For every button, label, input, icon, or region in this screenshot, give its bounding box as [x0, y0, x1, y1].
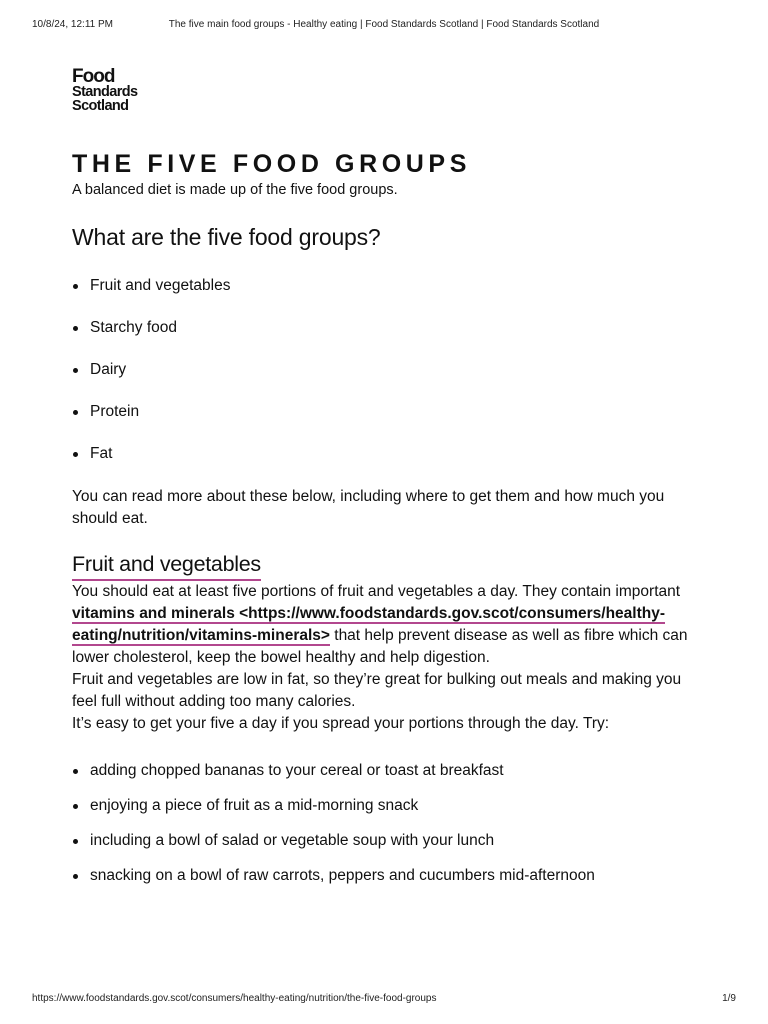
main-content: [72, 148, 696, 901]
logo-line-1: Food: [72, 66, 115, 87]
food-groups-list: [72, 276, 696, 486]
print-url: https://www.foodstandards.gov.scot/consumers/healthy-eating/nutrition/the-five-food-groups: [32, 993, 437, 1004]
five-groups-heading: What are the five food groups?: [72, 224, 381, 250]
list-item: Protein: [72, 402, 696, 444]
logo-line-2: Standards: [72, 84, 138, 100]
five-a-day-tips-list: [72, 761, 696, 901]
food-standards-scotland-logo[interactable]: [72, 68, 162, 113]
list-item: Fruit and vegetables: [72, 276, 696, 318]
list-item: Fat: [72, 444, 696, 486]
list-item: adding chopped bananas to your cereal or toast at breakfast: [72, 761, 696, 796]
fruit-p1-before: You should eat at least five portions of fruit and vegetables a day. They contain important: [72, 583, 681, 600]
fruit-paragraph-3: It’s easy to get your five a day if you spread your portions through the day. Try:: [72, 715, 610, 732]
logo-line-3: Scotland: [72, 98, 129, 114]
list-item: snacking on a bowl of raw carrots, peppers and cucumbers mid-afternoon: [72, 866, 696, 901]
list-item: Starchy food: [72, 318, 696, 360]
fruit-paragraph-1: [72, 581, 696, 669]
print-date: 10/8/24, 12:11 PM: [32, 19, 113, 30]
page-title: THE FIVE FOOD GROUPS: [72, 150, 471, 178]
fruit-p1-after: that help prevent disease as well as fibre which can lower cholesterol, keep the bowel healthy and help digestion.: [72, 627, 688, 666]
intro-text: A balanced diet is made up of the five food groups.: [72, 182, 398, 198]
print-page-number: 1/9: [722, 993, 736, 1004]
vitamins-minerals-link[interactable]: vitamins and minerals <https://www.foodstandards.gov.scot/consumers/healthy-eating/nutrition/vitamins-minerals>: [72, 605, 665, 644]
read-more-text: You can read more about these below, including where to get them and how much you should eat.: [72, 488, 665, 527]
list-item: enjoying a piece of fruit as a mid-morning snack: [72, 796, 696, 831]
print-page-title: The five main food groups - Healthy eating | Food Standards Scotland | Food Standards Scotland: [168, 19, 600, 30]
list-item: including a bowl of salad or vegetable soup with your lunch: [72, 831, 696, 866]
fruit-paragraph-2: Fruit and vegetables are low in fat, so they’re great for bulking out meals and making you feel full without adding too many calories.: [72, 671, 682, 710]
list-item: Dairy: [72, 360, 696, 402]
fruit-and-vegetables-heading[interactable]: Fruit and vegetables: [72, 549, 261, 581]
print-header: [32, 19, 736, 33]
